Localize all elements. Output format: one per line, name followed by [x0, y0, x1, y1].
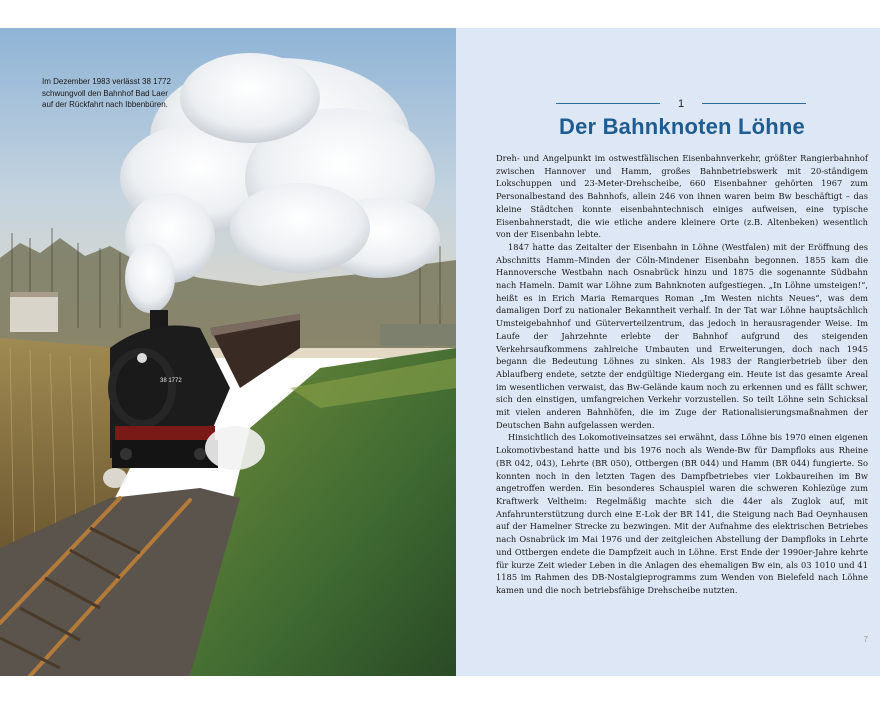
- body-text: [496, 152, 868, 597]
- steam-locomotive-photo: [0, 28, 456, 676]
- photo-caption: Im Dezember 1983 verlässt 38 1772 schwungvoll den Bahnhof Bad Laer auf der Rückfahrt nach Ibbenbüren.: [42, 77, 171, 109]
- photo-page: [0, 28, 456, 676]
- paragraph: 1847 hatte das Zeitalter der Eisenbahn in Löhne (Westfalen) mit der Eröffnung des Abschnitts Hamm–Minden der Cöln-Mindener Eisenbahn begonnen. 1855 kam die Hannoversche Westbahn nach Osnabrück hinzu und 1875 die sogenannte Südbahn nach Hameln. Damit war Löhne zum Bahnknoten aufgestiegen. „In Löhne umsteigen!“, heißt es in Erich Maria Remarques Roman „Im Westen nichts Neues“, was dem damaligen Dorf zu nationaler Bekanntheit verhalf. In der Tat war Löhne hauptsächlich Umsteigebahnhof und Güterverteilzentrum, das jedoch in herausragender Weise. Im Laufe der Jahrzehnte erlebte der Bahnhof aufgrund des steigenden Verkehrsaufkommens zahlreiche Umbauten und Erweiterungen, doch nach 1945 begann die Bedeutung Löhnes zu sinken. Als 1983 der Rangierbetrieb über den Ablaufberg endete, setzte der endgültige Niedergang ein. Heute ist das gesamte Areal im wesentlichen verwaist, das Bw-Gelände kaum noch zu erkennen und es fällt schwer, sich den einstigen, umfangreichen Verkehr vorzustellen. So teilt Löhne sein Schicksal mit vielen anderen Bahnhöfen, die im Zuge der Rationalisierungsmaßnahmen der Deutschen Bahn aufgelassen werden.: [496, 241, 868, 430]
- chapter-title: Der Bahnknoten Löhne: [558, 114, 805, 139]
- paragraph: Dreh- und Angelpunkt im ostwestfälischen Eisenbahnverkehr, größter Rangierbahnhof zwischen Hannover und Hamm, großes Bahnbetriebswerk mit 20-ständigem Lokschuppen und 23-Meter-Drehscheibe, 660 Eisenbahner gehörten 1967 zum Personalbestand des Bahnhofs, allein 246 von ihnen waren beim Bw beschäftigt – das kleine Städtchen konnte eisenbahntechnisch einiges aufweisen, eine typische Eisenbahnerstadt, die wie etliche andere kleinere Orte (z.B. Altenbeken) wesentlich von der Eisenbahn lebte.: [496, 153, 868, 240]
- text-page: [456, 28, 880, 676]
- locomotive-number: 38 1772: [160, 378, 182, 384]
- chapter-header: [556, 96, 806, 112]
- page-number: 7: [863, 635, 868, 644]
- book-spread: [0, 28, 880, 676]
- chapter-rule-right: [702, 103, 806, 104]
- chapter-number: 1: [677, 98, 685, 110]
- paragraph: Hinsichtlich des Lokomotiveinsatzes sei erwähnt, dass Löhne bis 1970 einen eigenen Lokomotivbestand hatte und bis 1976 noch als Wende-Bw für Dampfloks aus Rheine (BR 042, 043), Lehrte (BR 050), Ottbergen (BR 044) und Hamm (BR 044) fungierte. So konnten noch in den letzten Tagen des Dampfbetriebes vier Lokbaureihen im Bw angetroffen werden. Ein besonderes Schauspiel waren die schweren Kohlezüge zum Kraftwerk Veltheim: Regelmäßig machte sich die 44er als Zuglok auf, mit Anfahrunterstützung durch eine E-Lok der BR 141, die Steigung nach Bad Oeynhausen auf der Hamelner Strecke zu bezwingen. Mit der Aufnahme des elektrischen Betriebes nach Osnabrück im Mai 1976 und der zeitgleichen Abstellung der Dampfloks in Lehrte und Ottbergen endete die Dampfzeit auch in Löhne. Erst Ende der 1990er-Jahre kehrte für kurze Zeit wieder Leben in die Anlagen des ehemaligen Bw ein, als 03 1010 und 41 1185 im Rahmen des DB-Nostalgieprogramms zum Wenden von Bielefeld nach Löhne kamen und die noch betriebsfähige Drehscheibe nutzten.: [496, 432, 868, 595]
